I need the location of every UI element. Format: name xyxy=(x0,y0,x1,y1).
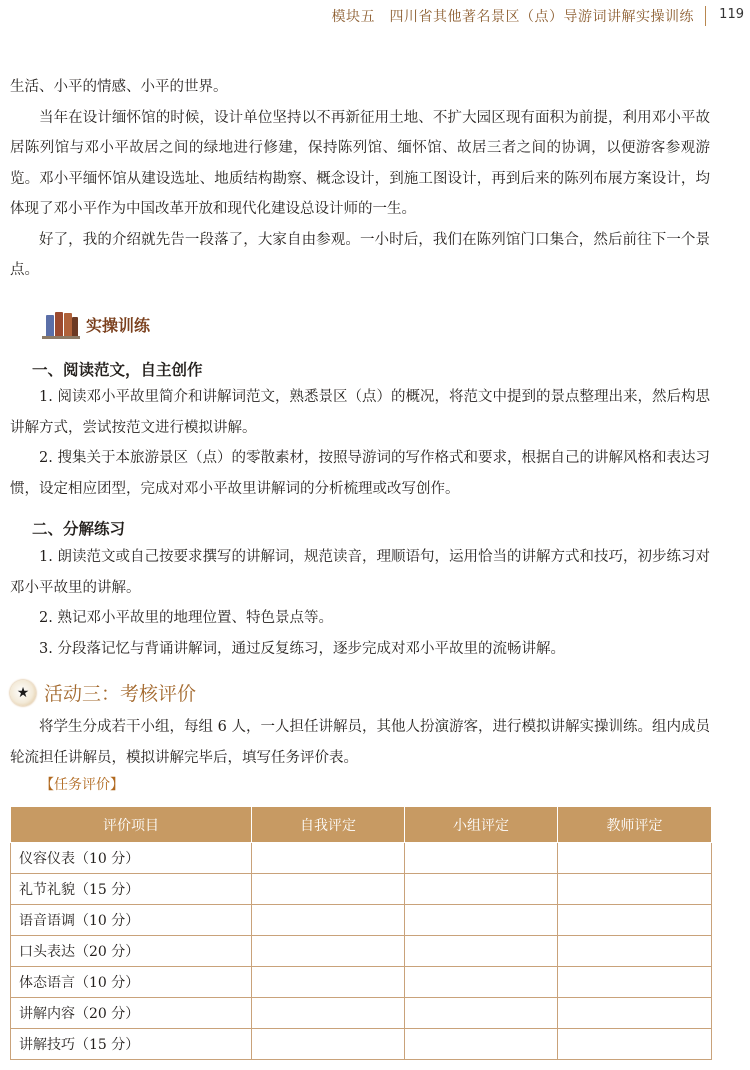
table-row xyxy=(11,843,712,874)
teacher-score-cell[interactable] xyxy=(558,843,712,874)
group-score-cell[interactable] xyxy=(405,936,558,967)
teacher-score-cell[interactable] xyxy=(558,967,712,998)
table-row xyxy=(11,905,712,936)
criteria-cell: 礼节礼貌（15 分） xyxy=(11,874,252,905)
list-item: 2. 搜集关于本旅游景区（点）的零散素材，按照导游词的写作格式和要求，根据自己的讲解风格和表达习惯，设定相应团型，完成对邓小平故里讲解词的分析梳理或改写创作。 xyxy=(10,450,710,497)
criteria-cell: 讲解内容（20 分） xyxy=(11,998,252,1029)
activity-paragraph: 将学生分成若干小组，每组 6 人，一人担任讲解员，其他人扮演游客，进行模拟讲解实操训练。组内成员轮流担任讲解员，模拟讲解完毕后，填写任务评价表。 xyxy=(10,719,710,766)
criteria-cell: 仪容仪表（10 分） xyxy=(11,843,252,874)
criteria-cell: 讲解技巧（15 分） xyxy=(11,1029,252,1060)
self-score-cell[interactable] xyxy=(252,936,405,967)
evaluation-table xyxy=(10,806,712,1060)
page-header xyxy=(0,0,750,30)
books-icon xyxy=(42,309,80,339)
section1-body xyxy=(10,382,710,504)
activity-title: 活动三：考核评价 xyxy=(44,683,197,705)
practice-label: 实操训练 xyxy=(86,315,151,335)
practice-section-label xyxy=(42,309,150,339)
header-divider xyxy=(705,6,706,26)
column-header: 自我评定 xyxy=(252,807,405,843)
page-number: 119 xyxy=(719,7,744,22)
section2-body xyxy=(10,542,710,664)
intro-paragraph: 生活、小平的情感、小平的世界。 xyxy=(10,79,228,95)
self-score-cell[interactable] xyxy=(252,874,405,905)
group-score-cell[interactable] xyxy=(405,843,558,874)
list-item: 1. 朗读范文或自己按要求撰写的讲解词，规范读音，理顺语句，运用恰当的讲解方式和技巧，初步练习对邓小平故里的讲解。 xyxy=(10,549,710,596)
activity-heading xyxy=(10,679,196,706)
intro-paragraph: 好了，我的介绍就先告一段落了，大家自由参观。一小时后，我们在陈列馆门口集合，然后前往下一个景点。 xyxy=(10,231,710,278)
group-score-cell[interactable] xyxy=(405,967,558,998)
teacher-score-cell[interactable] xyxy=(558,1029,712,1060)
group-score-cell[interactable] xyxy=(405,998,558,1029)
criteria-cell: 体态语言（10 分） xyxy=(11,967,252,998)
teacher-score-cell[interactable] xyxy=(558,998,712,1029)
column-header: 教师评定 xyxy=(558,807,712,843)
star-icon: ★ xyxy=(10,680,36,706)
table-row xyxy=(11,998,712,1029)
self-score-cell[interactable] xyxy=(252,967,405,998)
teacher-score-cell[interactable] xyxy=(558,905,712,936)
criteria-cell: 口头表达（20 分） xyxy=(11,936,252,967)
task-evaluation-title: 【任务评价】 xyxy=(40,777,124,793)
table-row xyxy=(11,874,712,905)
self-score-cell[interactable] xyxy=(252,843,405,874)
section-heading: 二、分解练习 xyxy=(32,520,126,538)
self-score-cell[interactable] xyxy=(252,998,405,1029)
activity-body xyxy=(10,712,710,773)
self-score-cell[interactable] xyxy=(252,1029,405,1060)
teacher-score-cell[interactable] xyxy=(558,874,712,905)
column-header: 小组评定 xyxy=(405,807,558,843)
list-item: 1. 阅读邓小平故里简介和讲解词范文，熟悉景区（点）的概况，将范文中提到的景点整理出来，然后构思讲解方式，尝试按范文进行模拟讲解。 xyxy=(10,389,710,436)
table-row xyxy=(11,1029,712,1060)
intro-paragraph: 当年在设计缅怀馆的时候，设计单位坚持以不再新征用土地、不扩大园区现有面积为前提，利用邓小平故居陈列馆与邓小平故居之间的绿地进行修建，保持陈列馆、缅怀馆、故居三者之间的协调，以便游客参观游览。邓小平缅怀馆从建设选址、地质结构勘察、概念设计，到施工图设计，再到后来的陈列布展方案设计，均体现了邓小平作为中国改革开放和现代化建设总设计师的一生。 xyxy=(10,109,710,217)
self-score-cell[interactable] xyxy=(252,905,405,936)
column-header: 评价项目 xyxy=(11,807,252,843)
table-row xyxy=(11,967,712,998)
list-item: 3. 分段落记忆与背诵讲解词，通过反复练习，逐步完成对邓小平故里的流畅讲解。 xyxy=(39,640,565,657)
group-score-cell[interactable] xyxy=(405,874,558,905)
intro-text xyxy=(10,72,710,286)
section-heading: 一、阅读范文，自主创作 xyxy=(32,361,203,379)
group-score-cell[interactable] xyxy=(405,905,558,936)
table-header-row xyxy=(11,807,712,843)
criteria-cell: 语音语调（10 分） xyxy=(11,905,252,936)
teacher-score-cell[interactable] xyxy=(558,936,712,967)
list-item: 2. 熟记邓小平故里的地理位置、特色景点等。 xyxy=(39,610,333,626)
group-score-cell[interactable] xyxy=(405,1029,558,1060)
table-row xyxy=(11,936,712,967)
chapter-title: 模块五 四川省其他著名景区（点）导游词讲解实操训练 xyxy=(331,9,694,25)
